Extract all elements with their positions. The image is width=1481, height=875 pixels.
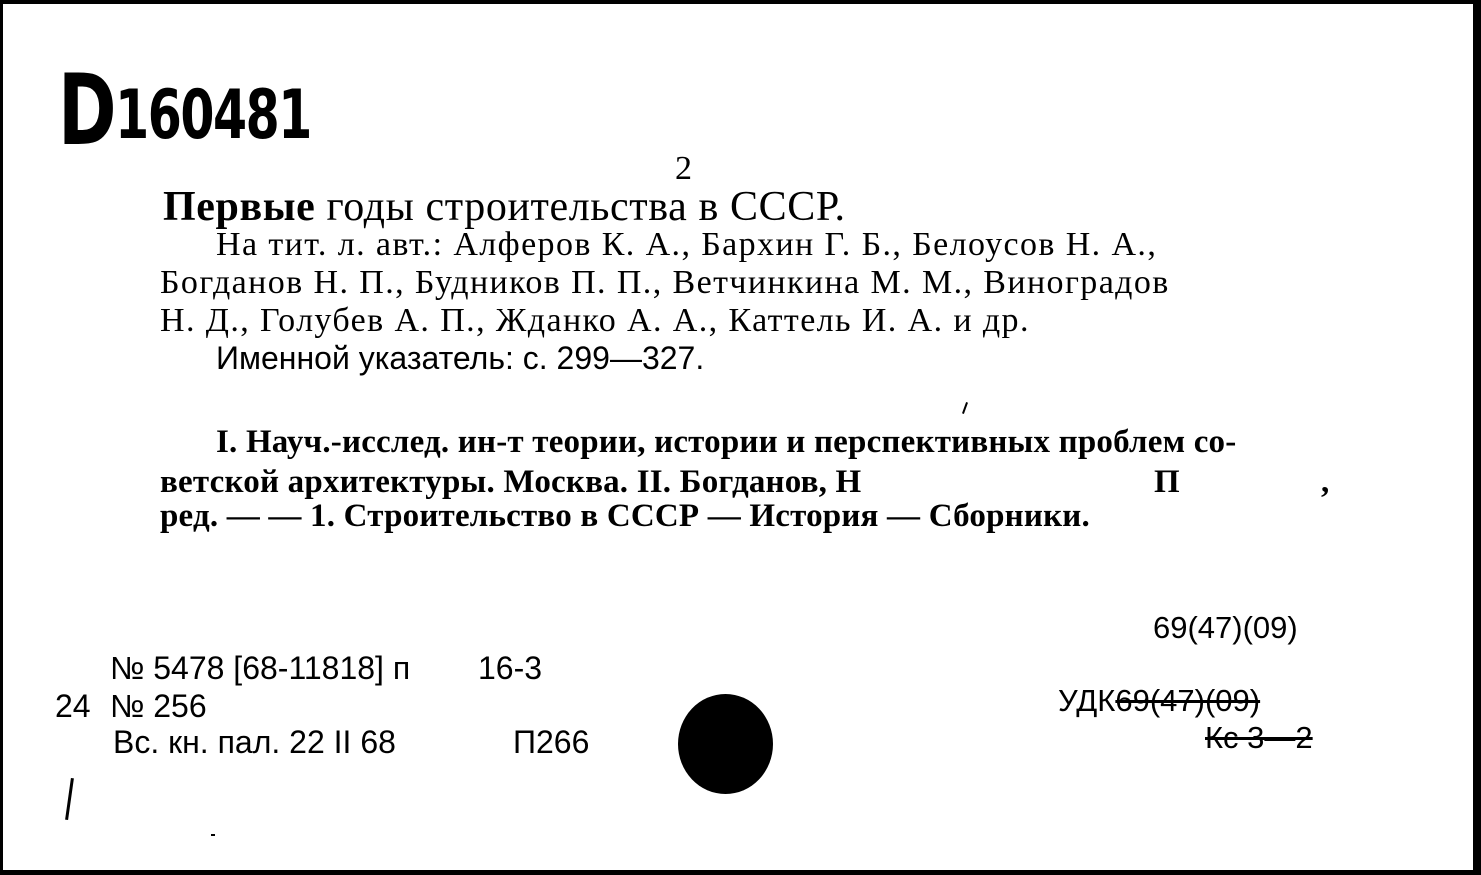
imprint-copies-prefix: 24 xyxy=(55,688,91,724)
subject-heading-initial: П xyxy=(1154,464,1180,500)
classification-code: 69(47)(09) xyxy=(1153,610,1298,645)
card-border-right xyxy=(1473,0,1481,875)
udk-label: УДК xyxy=(1058,683,1116,718)
udk-struck-code: 69(47)(09) xyxy=(1115,683,1261,718)
stamp-letter: D xyxy=(58,54,116,168)
ke-code: Кс 3—2 xyxy=(1205,720,1313,755)
authors-line-1: На тит. л. авт.: Алферов К. А., Бархин Г. Б., Белоусов Н. А., xyxy=(216,226,1158,263)
subject-heading-line-2 xyxy=(160,464,1330,500)
title-bold-part: Первые xyxy=(163,184,316,230)
authors-line-2: Богданов Н. П., Будников П. П., Ветчинкина М. М., Виноградов xyxy=(160,264,1170,301)
imprint-chamber-line xyxy=(113,724,590,760)
imprint-chamber-date: Вс. кн. пал. 22 II 68 xyxy=(113,724,396,760)
book-title xyxy=(163,186,846,228)
card-border-bottom xyxy=(0,870,1481,875)
imprint-chamber-code: П266 xyxy=(513,724,590,760)
card-border-top xyxy=(0,0,1481,4)
subject-heading-comma: , xyxy=(1321,464,1330,500)
card-number: 2 xyxy=(675,150,692,187)
imprint-order-code: 16-3 xyxy=(478,650,543,686)
punched-hole xyxy=(678,694,773,794)
subject-heading-line-3: ред. — — 1. Строительство в СССР — История — Сборники. xyxy=(160,498,1090,534)
pencil-tick-mark xyxy=(962,402,968,414)
stamp-number: 160481 xyxy=(115,76,311,155)
imprint-order-line xyxy=(110,650,543,686)
subject-heading-line-2-start: ветской архитектуры. Москва. II. Богданов, Н xyxy=(160,464,862,500)
imprint-order-number: № 5478 [68-11818] п xyxy=(110,650,411,686)
card-border-left xyxy=(0,0,3,875)
subject-heading-line-1: I. Науч.-исслед. ин-т теории, истории и перспективных проблем со- xyxy=(216,424,1237,460)
authors-line-3: Н. Д., Голубев А. П., Жданко А. А., Каттель И. А. и др. xyxy=(160,302,1030,339)
index-note: Именной указатель: с. 299—327. xyxy=(216,340,705,376)
udk-code xyxy=(1058,685,1260,716)
title-rest: годы строительства в СССР. xyxy=(326,184,846,230)
imprint-copies-line: № 256 xyxy=(110,688,207,724)
stray-dot-mark xyxy=(211,834,215,836)
inventory-stamp xyxy=(58,54,311,168)
margin-pencil-mark xyxy=(65,778,74,820)
